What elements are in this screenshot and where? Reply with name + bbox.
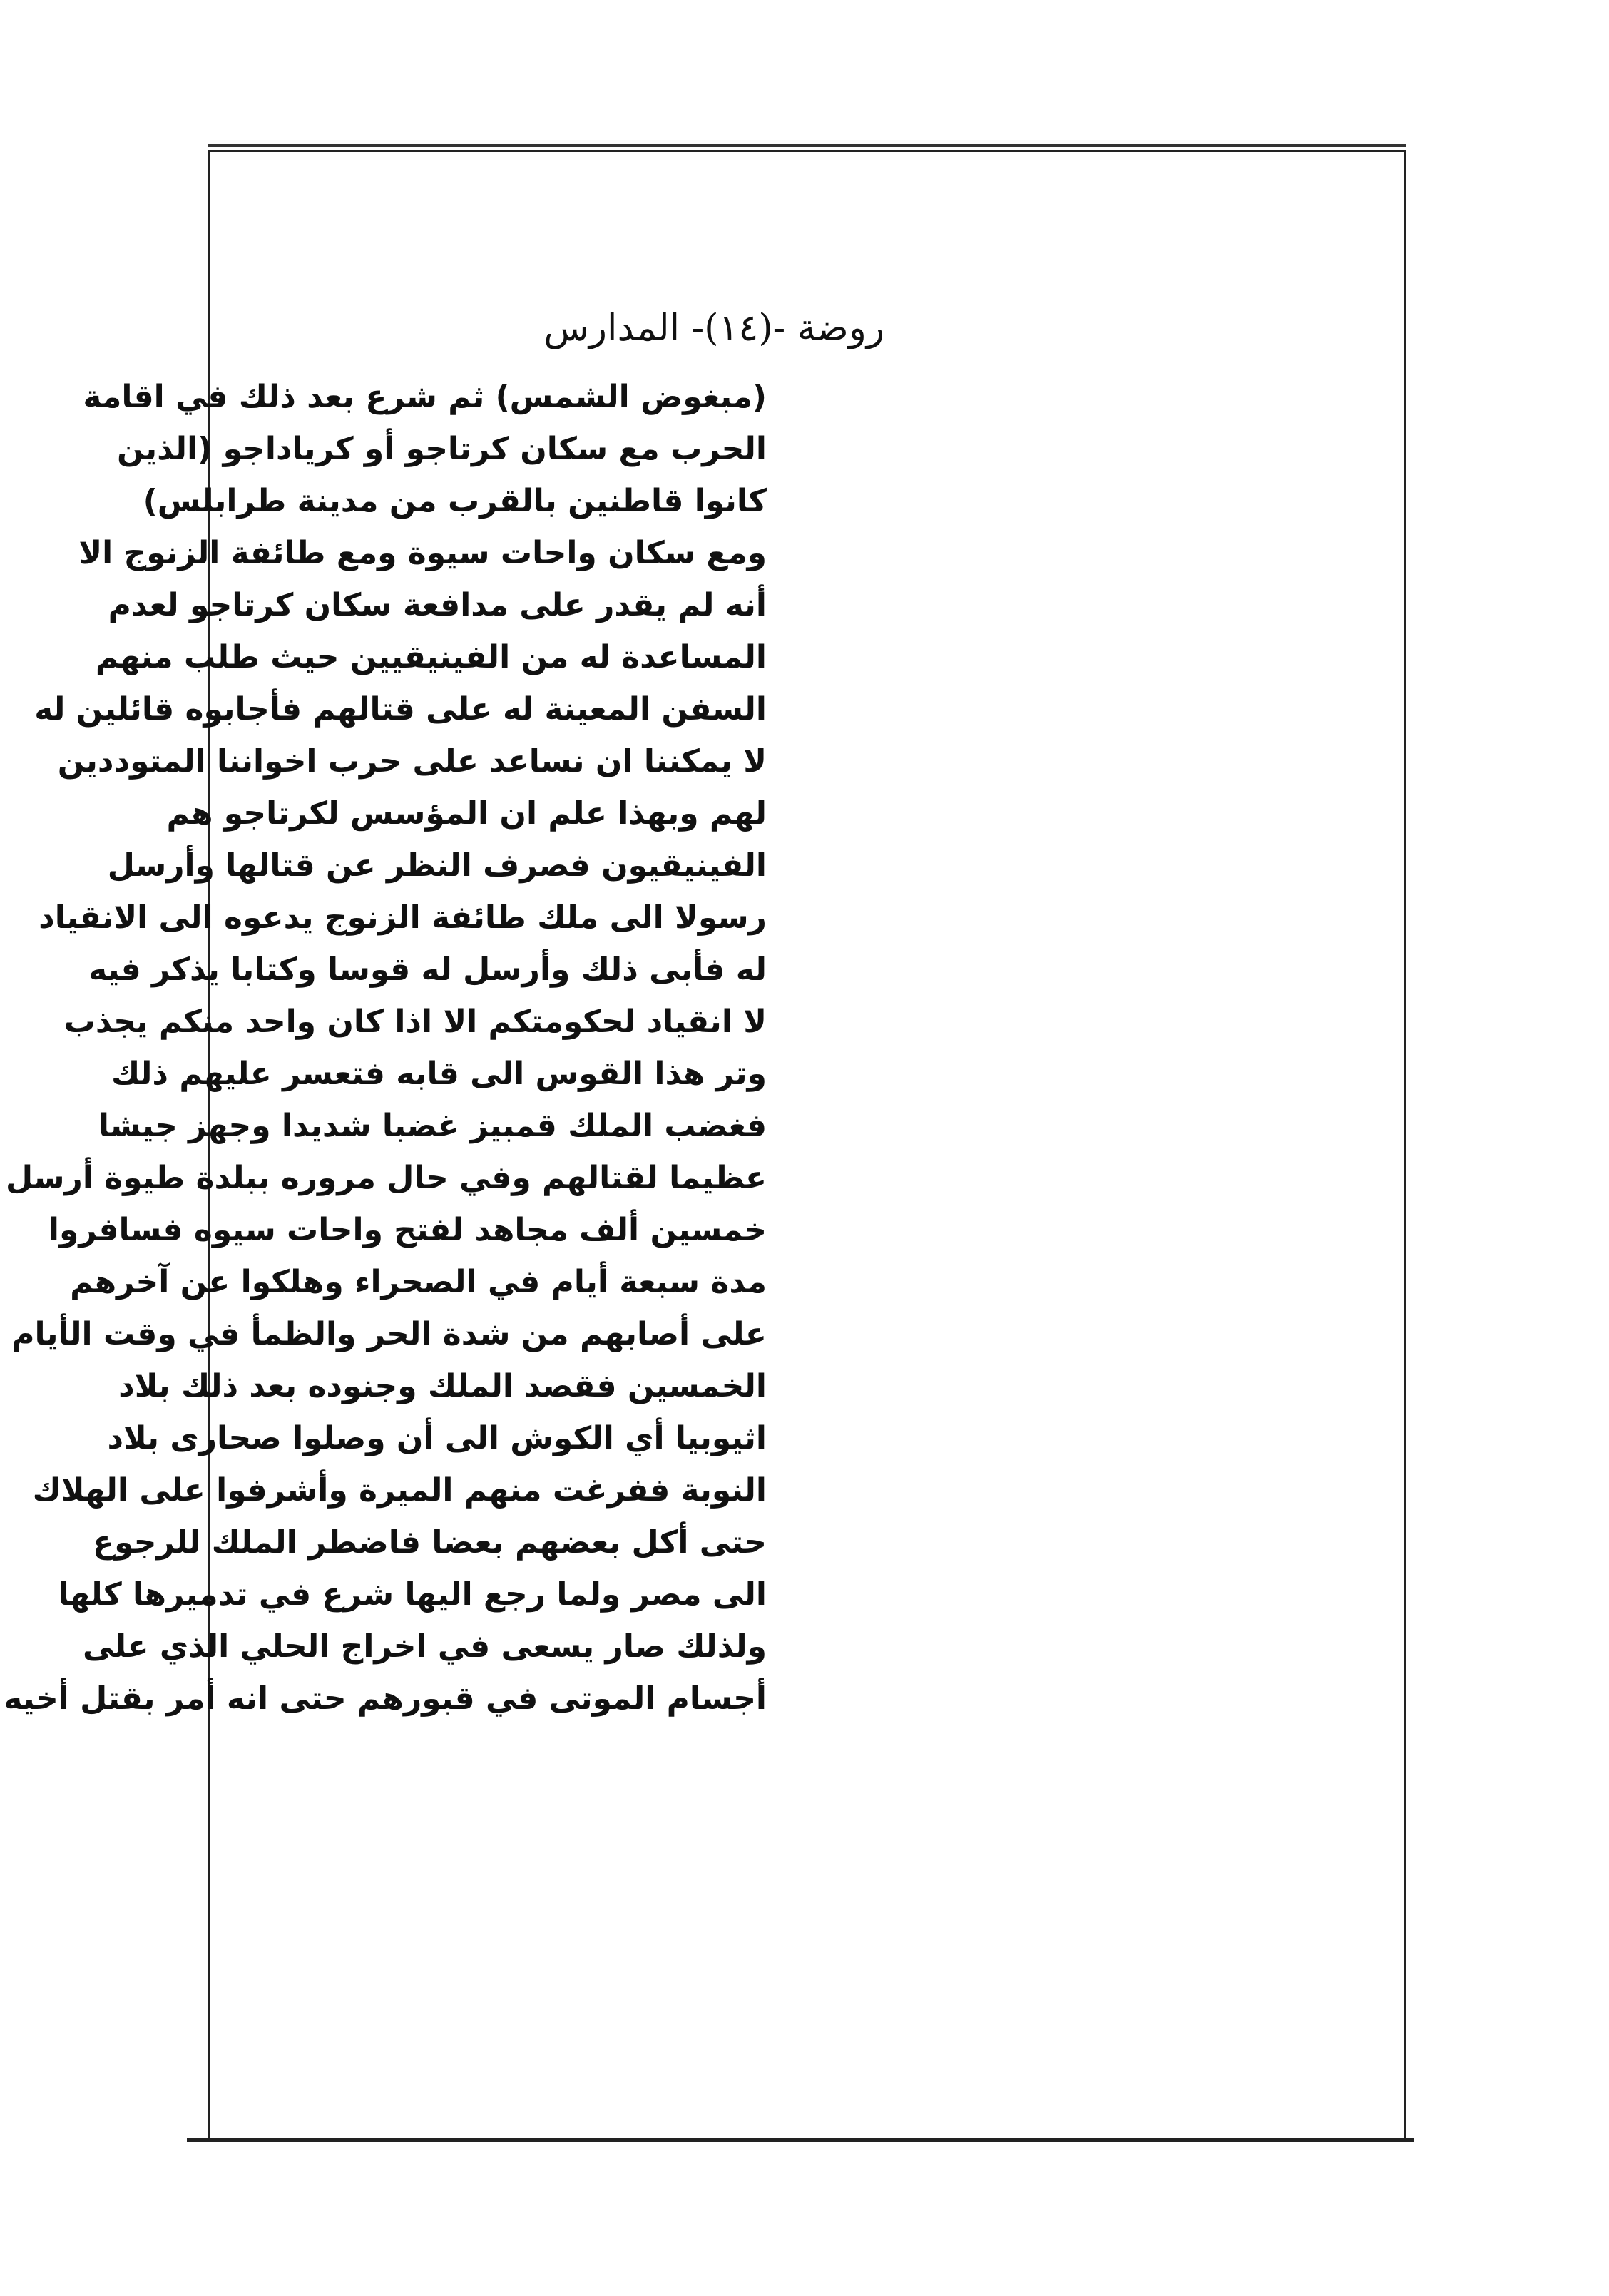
text-line: وتر هذا القوس الى قابه فتعسر عليهم ذلك [111, 1056, 767, 1092]
text-line: لا يمكننا ان نساعد على حرب اخواننا المتوددين [57, 743, 767, 780]
text-line: لا انقياد لحكومتكم الا اذا كان واحد منكم يجذب [63, 1004, 767, 1040]
text-line: عظيما لقتالهم وفي حال مروره ببلدة طيوة أرسل [6, 1160, 767, 1196]
bottom-rule [187, 2138, 1414, 2142]
text-line: النوبة ففرغت منهم الميرة وأشرفوا على الهلاك [32, 1472, 767, 1509]
text-line: مدة سبعة أيام في الصحراء وهلكوا عن آخرهم [70, 1264, 767, 1300]
text-line: ولذلك صار يسعى في اخراج الحلي الذي على [83, 1628, 767, 1665]
text-line: المساعدة له من الفينيقيين حيث طلب منهم [95, 639, 767, 675]
text-line: أجسام الموتى في قبورهم حتى انه أمر بقتل أخيه [4, 1680, 767, 1717]
text-line: رسولا الى ملك طائفة الزنوج يدعوه الى الانقياد [39, 899, 767, 936]
text-line: الفينيقيون فصرف النظر عن قتالها وأرسل [107, 847, 767, 884]
manuscript-text-block [4, 371, 767, 1725]
text-line: (مبغوض الشمس) ثم شرع بعد ذلك في اقامة [83, 379, 767, 415]
text-line: خمسين ألف مجاهد لفتح واحات سيوه فسافروا [48, 1212, 767, 1248]
text-line: على أصابهم من شدة الحر والظمأ في وقت الأيام [11, 1316, 767, 1352]
text-line: لهم وبهذا علم ان المؤسس لكرتاجو هم [166, 795, 767, 832]
text-line: ومع سكان واحات سيوة ومع طائفة الزنوج الا [78, 535, 767, 571]
text-line: فغضب الملك قمبيز غضبا شديدا وجهز جيشا [98, 1108, 767, 1144]
text-line: الحرب مع سكان كرتاجو أو كرياداجو (الذين [117, 431, 767, 467]
text-line: حتى أكل بعضهم بعضا فاضطر الملك للرجوع [93, 1524, 767, 1561]
text-line: له فأبى ذلك وأرسل له قوسا وكتابا يذكر فيه [88, 951, 767, 988]
text-line: الخمسين فقصد الملك وجنوده بعد ذلك بلاد [118, 1368, 767, 1404]
text-line: السفن المعينة له على قتالهم فأجابوه قائلين له [34, 691, 767, 728]
text-line: أنه لم يقدر على مدافعة سكان كرتاجو لعدم [108, 587, 767, 623]
text-line: الى مصر ولما رجع اليها شرع في تدميرها كلها [58, 1576, 767, 1613]
top-rule [208, 144, 1406, 147]
text-line: كانوا قاطنين بالقرب من مدينة طرابلس) [143, 483, 767, 519]
page-header: روضة -(١٤)- المدارس [543, 307, 884, 349]
text-line: اثيوبيا أي الكوش الى أن وصلوا صحارى بلاد [107, 1420, 767, 1456]
